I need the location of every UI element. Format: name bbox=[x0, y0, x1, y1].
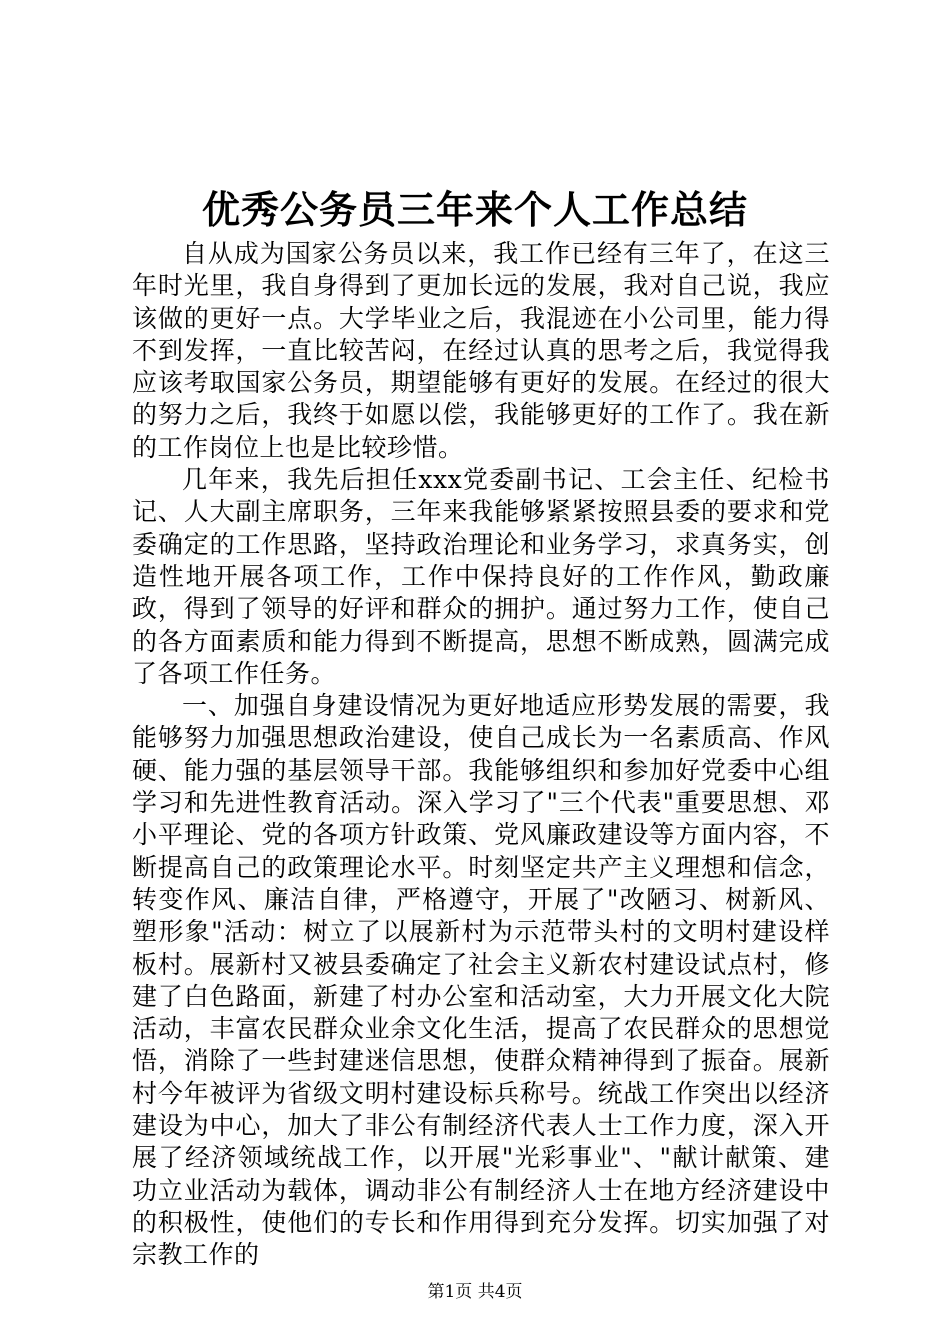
page-number: 第1页 共4页 bbox=[427, 1282, 523, 1302]
document-title: 优秀公务员三年来个人工作总结 bbox=[201, 187, 748, 232]
document-body bbox=[132, 238, 830, 1272]
paragraph-positions: 几年来，我先后担任xxx党委副书记、工会主任、纪检书记、人大副主席职务，三年来我能够紧紧按照县委的要求和党委确定的工作思路，坚持政治理论和业务学习，求真务实，创造性地开展各项工作，工作中保持良好的工作作风，勤政廉政，得到了领导的好评和群众的拥护。通过努力工作，使自己的各方面素质和能力得到不断提高，思想不断成熟，圆满完成了各项工作任务。 bbox=[132, 465, 830, 688]
paragraph-intro: 自从成为国家公务员以来，我工作已经有三年了，在这三年时光里，我自身得到了更加长远的发展，我对自己说，我应该做的更好一点。大学毕业之后，我混迹在小公司里，能力得不到发挥，一直比较苦闷，在经过认真的思考之后，我觉得我应该考取国家公务员，期望能够有更好的发展。在经过的很大的努力之后，我终于如愿以偿，我能够更好的工作了。我在新的工作岗位上也是比较珍惜。 bbox=[132, 239, 830, 462]
paragraph-self-building: 一、加强自身建设情况为更好地适应形势发展的需要，我能够努力加强思想政治建设，使自己成长为一名素质高、作风硬、能力强的基层领导干部。我能够组织和参加好党委中心组学习和先进性教育活动。深入学习了"三个代表"重要思想、邓小平理论、党的各项方针政策、党风廉政建设等方面内容，不断提高自己的政策理论水平。时刻坚定共产主义理想和信念，转变作风、廉洁自律，严格遵守，开展了"改陋习、树新风、塑形象"活动：树立了以展新村为示范带头村的文明村建设样板村。展新村又被县委确定了社会主义新农村建设试点村，修建了白色路面，新建了村办公室和活动室，大力开展文化大院活动，丰富农民群众业余文化生活，提高了农民群众的思想觉悟，消除了一些封建迷信思想，使群众精神得到了振奋。展新村今年被评为省级文明村建设标兵称号。统战工作突出以经济建设为中心，加大了非公有制经济代表人士工作力度，深入开展了经济领域统战工作，以开展"光彩事业"、"献计献策、建功立业活动为载体，调动非公有制经济人士在地方经济建设中的积极性，使他们的专长和作用得到充分发挥。切实加强了对宗教工作的 bbox=[132, 691, 830, 1270]
